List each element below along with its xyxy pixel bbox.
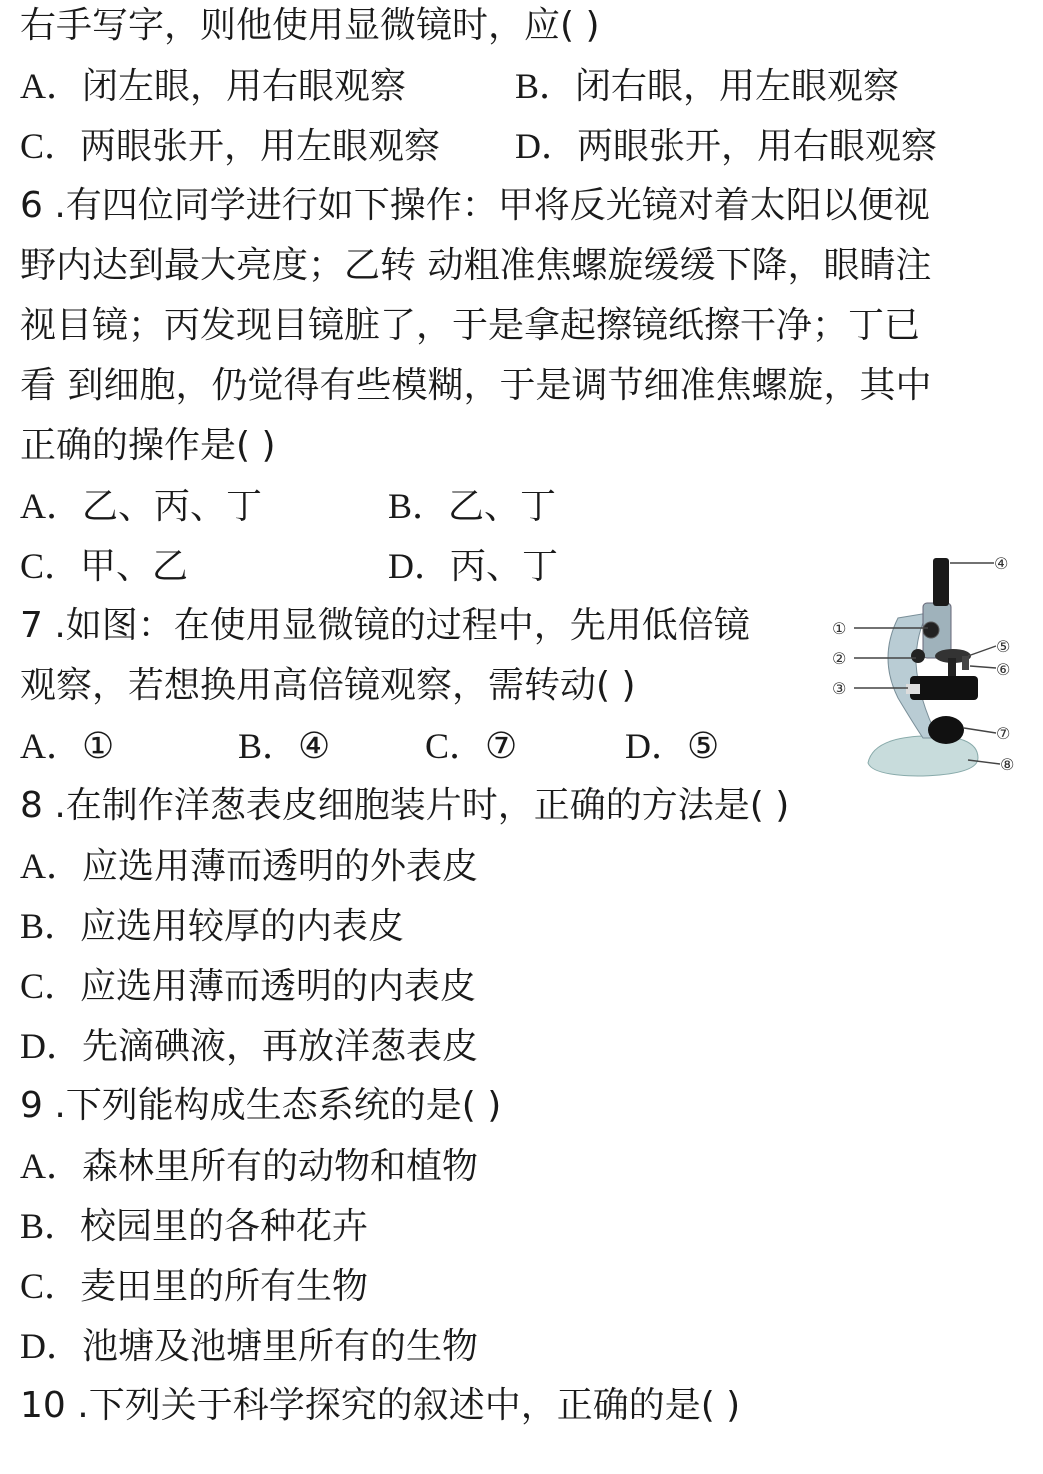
option-text: ．丙、丁 — [414, 546, 559, 587]
q8-option-c[interactable] — [20, 964, 476, 1008]
q5-option-d[interactable] — [515, 124, 937, 168]
q8-option-d[interactable] — [20, 1024, 478, 1068]
option-text: ．两眼张开，用左眼观察 — [44, 126, 441, 167]
q9-option-b[interactable] — [20, 1204, 368, 1248]
option-mark: D — [625, 726, 651, 766]
option-mark: D — [388, 546, 414, 586]
stage — [910, 676, 978, 700]
figure-label-3: ③ — [832, 679, 847, 698]
q5-stem: 右手写字，则他使用显微镜时，应( ) — [20, 5, 600, 46]
fine-focus-knob — [911, 649, 925, 663]
q7-stem-line-1: 7 .如图：在使用显微镜的过程中，先用低倍镜 — [20, 605, 750, 646]
option-mark: B — [388, 486, 413, 526]
option-text: ．乙、丁 — [412, 486, 557, 527]
option-mark: B — [20, 1206, 45, 1246]
figure-label-6: ⑥ — [996, 660, 1011, 679]
option-text: ．先滴碘液，再放洋葱表皮 — [46, 1026, 479, 1067]
objective-lens — [948, 658, 956, 676]
option-mark: C — [20, 546, 45, 586]
option-mark: B — [515, 66, 540, 106]
option-text: ．⑤ — [651, 726, 720, 767]
option-mark: B — [20, 906, 45, 946]
option-mark: D — [515, 126, 541, 166]
eyepiece — [933, 558, 949, 606]
q7-option-c[interactable] — [425, 724, 517, 768]
q9-option-a[interactable] — [20, 1144, 478, 1188]
option-text: ．乙、丙、丁 — [46, 486, 263, 527]
option-mark: D — [20, 1326, 46, 1366]
option-text: ．甲、乙 — [44, 546, 189, 587]
option-mark: A — [20, 486, 46, 526]
option-mark: A — [20, 66, 46, 106]
option-mark: A — [20, 1146, 46, 1186]
option-mark: C — [20, 126, 45, 166]
option-mark: C — [20, 1266, 45, 1306]
option-text: ．⑦ — [449, 726, 518, 767]
q8-option-b[interactable] — [20, 904, 404, 948]
q8-option-a[interactable] — [20, 844, 478, 888]
mirror — [928, 716, 964, 744]
option-mark: B — [238, 726, 263, 766]
q7-option-a[interactable] — [20, 724, 114, 768]
q10-stem: 10 .下列关于科学探究的叙述中，正确的是( ) — [20, 1385, 741, 1426]
q6-stem-line-2: 野内达到最大亮度；乙转 动粗准焦螺旋缓缓下降，眼睛注 — [20, 245, 932, 286]
option-mark: D — [20, 1026, 46, 1066]
q6-stem-line-5: 正确的操作是( ) — [20, 425, 276, 466]
option-text: ．池塘及池塘里所有的生物 — [46, 1326, 479, 1367]
q6-stem-line-4: 看 到细胞，仍觉得有些模糊，于是调节细准焦螺旋，其中 — [20, 365, 932, 406]
q5-option-c[interactable] — [20, 124, 440, 168]
option-text: ．闭右眼，用左眼观察 — [539, 66, 900, 107]
q8-stem: 8 .在制作洋葱表皮细胞装片时，正确的方法是( ) — [20, 785, 790, 826]
figure-label-7: ⑦ — [996, 724, 1011, 743]
option-mark: C — [20, 966, 45, 1006]
q6-stem-line-3: 视目镜；丙发现目镜脏了，于是拿起擦镜纸擦干净；丁已 — [20, 305, 921, 346]
q6-option-a[interactable] — [20, 484, 262, 528]
objective-lens — [962, 656, 969, 670]
figure-label-8: ⑧ — [1000, 755, 1015, 774]
option-text: ．校园里的各种花卉 — [44, 1206, 369, 1247]
option-text: ．森林里所有的动物和植物 — [46, 1146, 479, 1187]
figure-label-1: ① — [832, 619, 847, 638]
q7-option-b[interactable] — [238, 724, 330, 768]
q5-option-b[interactable] — [515, 64, 899, 108]
q6-stem-line-1: 6 .有四位同学进行如下操作：甲将反光镜对着太阳以便视 — [20, 185, 930, 226]
q7-stem-line-2: 观察，若想换用高倍镜观察，需转动( ) — [20, 665, 636, 706]
coarse-focus-knob — [923, 622, 939, 638]
option-mark: A — [20, 846, 46, 886]
figure-label-5: ⑤ — [996, 637, 1011, 656]
option-mark: C — [425, 726, 450, 766]
microscope-base — [868, 736, 978, 776]
option-text: ．麦田里的所有生物 — [44, 1266, 369, 1307]
option-mark: A — [20, 726, 46, 766]
option-text: ．闭左眼，用右眼观察 — [46, 66, 407, 107]
q7-option-d[interactable] — [625, 724, 719, 768]
microscope-figure — [828, 548, 1028, 788]
option-text: ．应选用薄而透明的外表皮 — [46, 846, 479, 887]
q6-option-b[interactable] — [388, 484, 556, 528]
q9-stem: 9 .下列能构成生态系统的是( ) — [20, 1085, 502, 1126]
figure-label-2: ② — [832, 649, 847, 668]
q6-option-d[interactable] — [388, 544, 558, 588]
option-text: ．④ — [262, 726, 331, 767]
q5-option-a[interactable] — [20, 64, 406, 108]
stage-clip — [906, 684, 920, 694]
option-text: ．应选用薄而透明的内表皮 — [44, 966, 477, 1007]
option-text: ．两眼张开，用右眼观察 — [541, 126, 938, 167]
option-text: ．应选用较厚的内表皮 — [44, 906, 405, 947]
figure-label-4: ④ — [994, 554, 1009, 573]
q6-option-c[interactable] — [20, 544, 188, 588]
q9-option-d[interactable] — [20, 1324, 478, 1368]
option-text: ．① — [46, 726, 115, 767]
q9-option-c[interactable] — [20, 1264, 368, 1308]
